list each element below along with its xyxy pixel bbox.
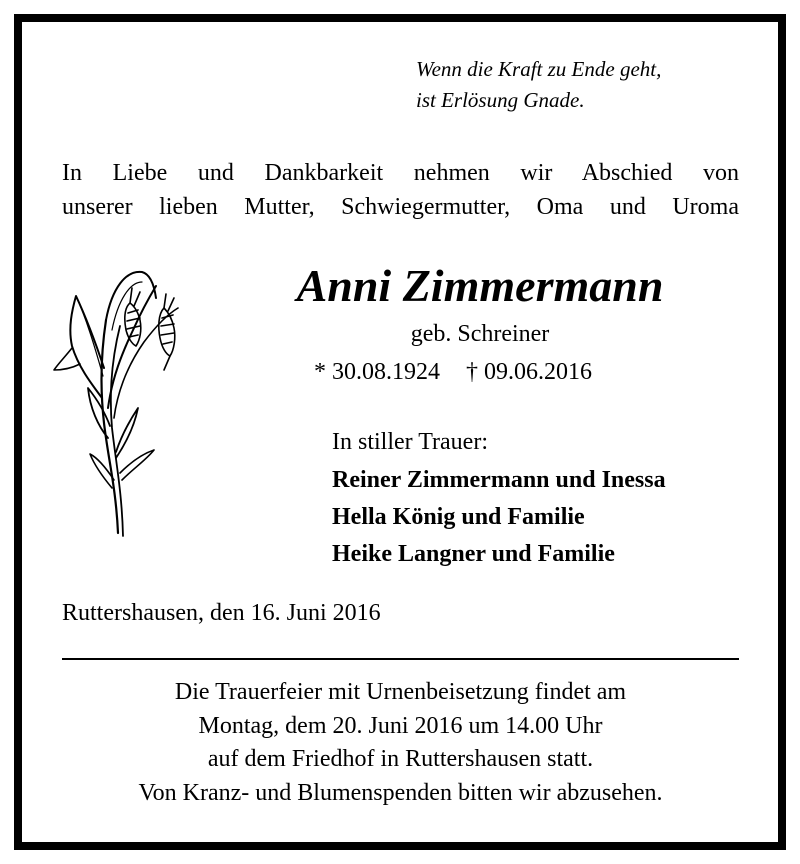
mourner-2: Hella König und Familie <box>332 504 585 530</box>
motto <box>416 54 661 116</box>
motto-line-2: ist Erlösung Gnade. <box>416 88 585 112</box>
deceased-name: Anni Zimmermann <box>296 260 664 311</box>
motto-line-1: Wenn die Kraft zu Ende geht, <box>416 57 662 81</box>
mourner-1: Reiner Zimmermann und Inessa <box>332 467 666 493</box>
mourners-list <box>332 462 666 573</box>
birth-name: geb. Schreiner <box>410 321 550 347</box>
mourner-3: Heike Langner und Familie <box>332 541 615 567</box>
place-and-date: Ruttershausen, den 16. Juni 2016 <box>62 600 381 626</box>
ceremony-line-3: auf dem Friedhof in Ruttershausen statt. <box>207 746 594 772</box>
ceremony-line-4: Von Kranz- und Blumenspenden bitten wir abzusehen. <box>138 779 663 806</box>
intro-text <box>62 156 739 224</box>
intro-line-1: In Liebe und Dankbarkeit nehmen wir Abschied von <box>62 160 739 186</box>
ceremony-info <box>62 676 739 810</box>
birth-date: * 30.08.1924 <box>314 359 440 385</box>
ceremony-line-2: Montag, dem 20. Juni 2016 um 14.00 Uhr <box>198 712 603 739</box>
mourning-title: In stiller Trauer: <box>332 429 488 455</box>
life-dates <box>314 355 592 389</box>
wheat-ears-icon <box>46 258 196 548</box>
ceremony-line-1: Die Trauerfeier mit Urnenbeisetzung findet am <box>174 679 627 705</box>
intro-line-2: unserer lieben Mutter, Schwiegermutter, Oma und Uroma <box>62 194 739 220</box>
divider-line <box>62 658 739 660</box>
death-date: † 09.06.2016 <box>466 359 592 385</box>
